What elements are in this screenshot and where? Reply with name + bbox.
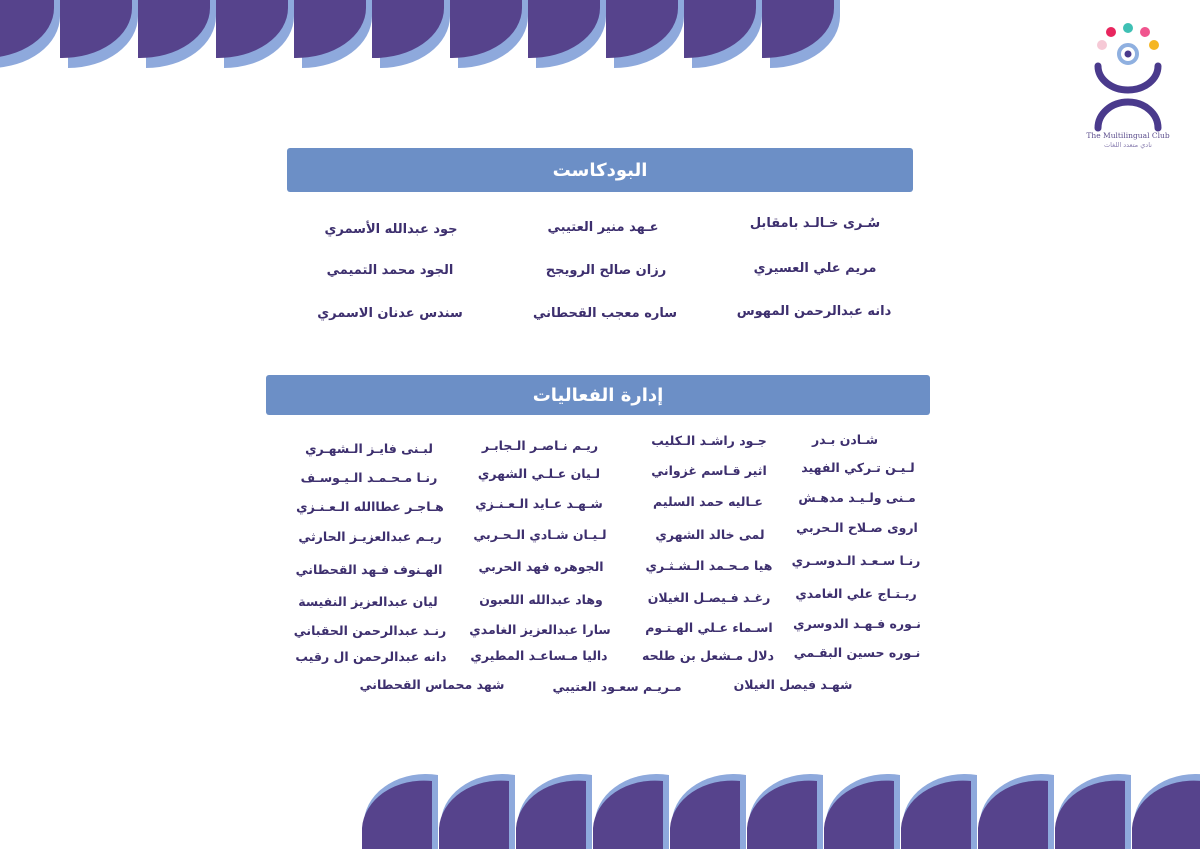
logo-text-ar: نادي متعدد اللغات [1104, 141, 1152, 149]
events-member: لبـنى فايـز الـشهـري [305, 441, 433, 456]
events-member: هـاجـر عطاالله الـعـنـزي [296, 499, 444, 514]
events-member: اروى صـلاح الـحربي [796, 520, 918, 535]
events-member: هيا مـحـمد الـشـثـري [645, 558, 773, 573]
events-member: دانه عبدالرحمن ال رقيب [295, 649, 447, 664]
events-member: ليان عبدالعزيز النفيسة [298, 594, 438, 609]
events-member: نـوره فـهـد الدوسري [793, 616, 921, 631]
events-member: شهـد فيصل الغيلان [733, 677, 853, 692]
events-member: مـريـم سعـود العتيبي [552, 679, 682, 694]
events-member: رغـد فـيصـل الغيلان [647, 590, 771, 605]
events-member: اسـماء عـلي الهـتـوم [645, 620, 773, 635]
podcast-member: جود عبدالله الأسمري [324, 222, 458, 237]
podcast-member: عـهد منير العتيبي [547, 220, 659, 235]
podcast-member: سُـرى خـالـد بامقابل [749, 216, 881, 231]
podcast-member: الجود محمد التميمي [326, 263, 454, 278]
events-member: شـهـد عـايد الـعـنـزي [475, 496, 603, 511]
events-member: ريـم نـاصـر الـجابـر [481, 438, 599, 453]
podcast-member: رزان صالح الرويجح [545, 263, 667, 278]
events-member: رنـا سـعـد الـدوسـري [791, 553, 921, 568]
events-member: شـادن بـدر [811, 432, 879, 447]
events-member: لـيـن تـركي الفهيد [801, 460, 915, 475]
events-member: لمى خالد الشهري [655, 527, 765, 542]
events-member: ريـم عبدالعزيـز الحارثي [298, 529, 442, 544]
podcast-section-title: البودكاست [287, 148, 913, 192]
events-member: نـوره حسين البقـمي [793, 645, 921, 660]
events-member: الجوهره فهد الحربي [478, 559, 604, 574]
events-member: ريـتـاج علي الغامدي [795, 586, 917, 601]
events-member: سارا عبدالعزيز الغامدي [469, 622, 611, 637]
events-member: دلال مـشعل بن طلحه [642, 648, 774, 663]
events-member: رنـد عبدالرحمن الحقباني [293, 623, 447, 638]
events-member: اثير قـاسم غزواني [651, 463, 767, 478]
events-member: عـاليه حمد السليم [653, 494, 763, 509]
events-member: لـيان عـلـي الشهري [477, 466, 601, 481]
events-member: لـيـان شـادي الـحـربي [473, 527, 607, 542]
events-member: رنـا مـحـمـد الـيـوسـف [300, 470, 438, 485]
events-section-title: إدارة الفعاليات [266, 375, 930, 415]
podcast-member: ساره معجب القحطاني [532, 306, 678, 321]
events-member: داليا مـساعـد المطيري [470, 648, 608, 663]
events-member: شهد محماس القحطاني [359, 677, 505, 692]
podcast-member: مريم علي العسيري [753, 261, 877, 276]
events-member: الهـنوف فـهد القحطاني [295, 562, 443, 577]
events-member: جـود راشـد الـكليب [651, 433, 767, 448]
events-member: وهاد عبدالله اللعبون [479, 592, 603, 607]
podcast-member: دانه عبدالرحمن المهوس [736, 304, 892, 319]
logo-text-en: The Multilingual Club [1086, 131, 1170, 140]
events-member: مـنى ولـيـد مدهـش [798, 490, 916, 505]
podcast-member: سندس عدنان الاسمري [317, 306, 463, 321]
